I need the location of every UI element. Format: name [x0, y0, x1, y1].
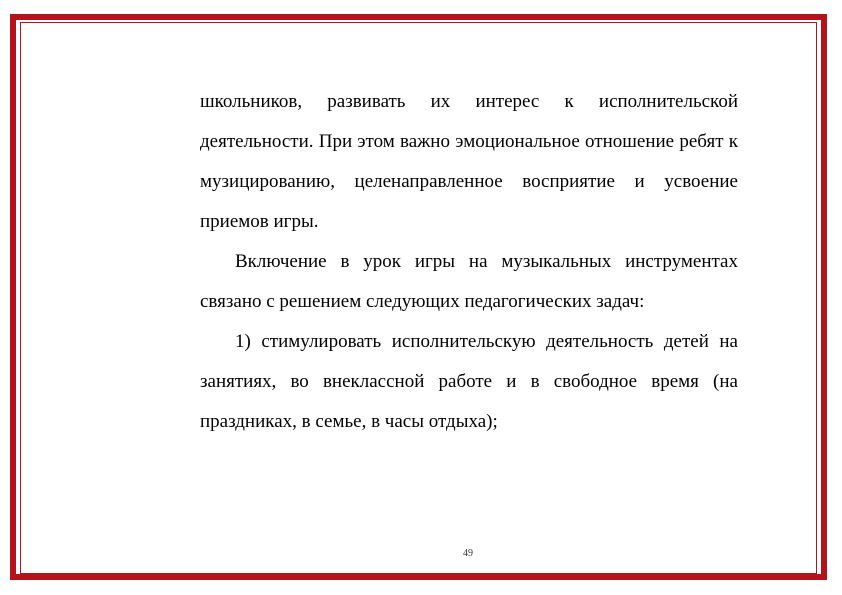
paragraph-intro: Включение в урок игры на музыкальных инструментах связано с решением следующих педагогических задач: — [200, 251, 738, 312]
page-number: 49 — [463, 548, 473, 559]
paragraph-list-item-1: 1) стимулировать исполнительскую деятельность детей на занятиях, во внеклассной работе и в свободное время (на праздниках, в семье, в часы отдыха); — [200, 331, 738, 432]
body-text — [200, 82, 738, 442]
paragraph-continuation: школьников, развивать их интерес к исполнительской деятельности. При этом важно эмоциональное отношение ребят к музицированию, целенаправленное восприятие и усвоение приемов игры. — [200, 91, 738, 232]
